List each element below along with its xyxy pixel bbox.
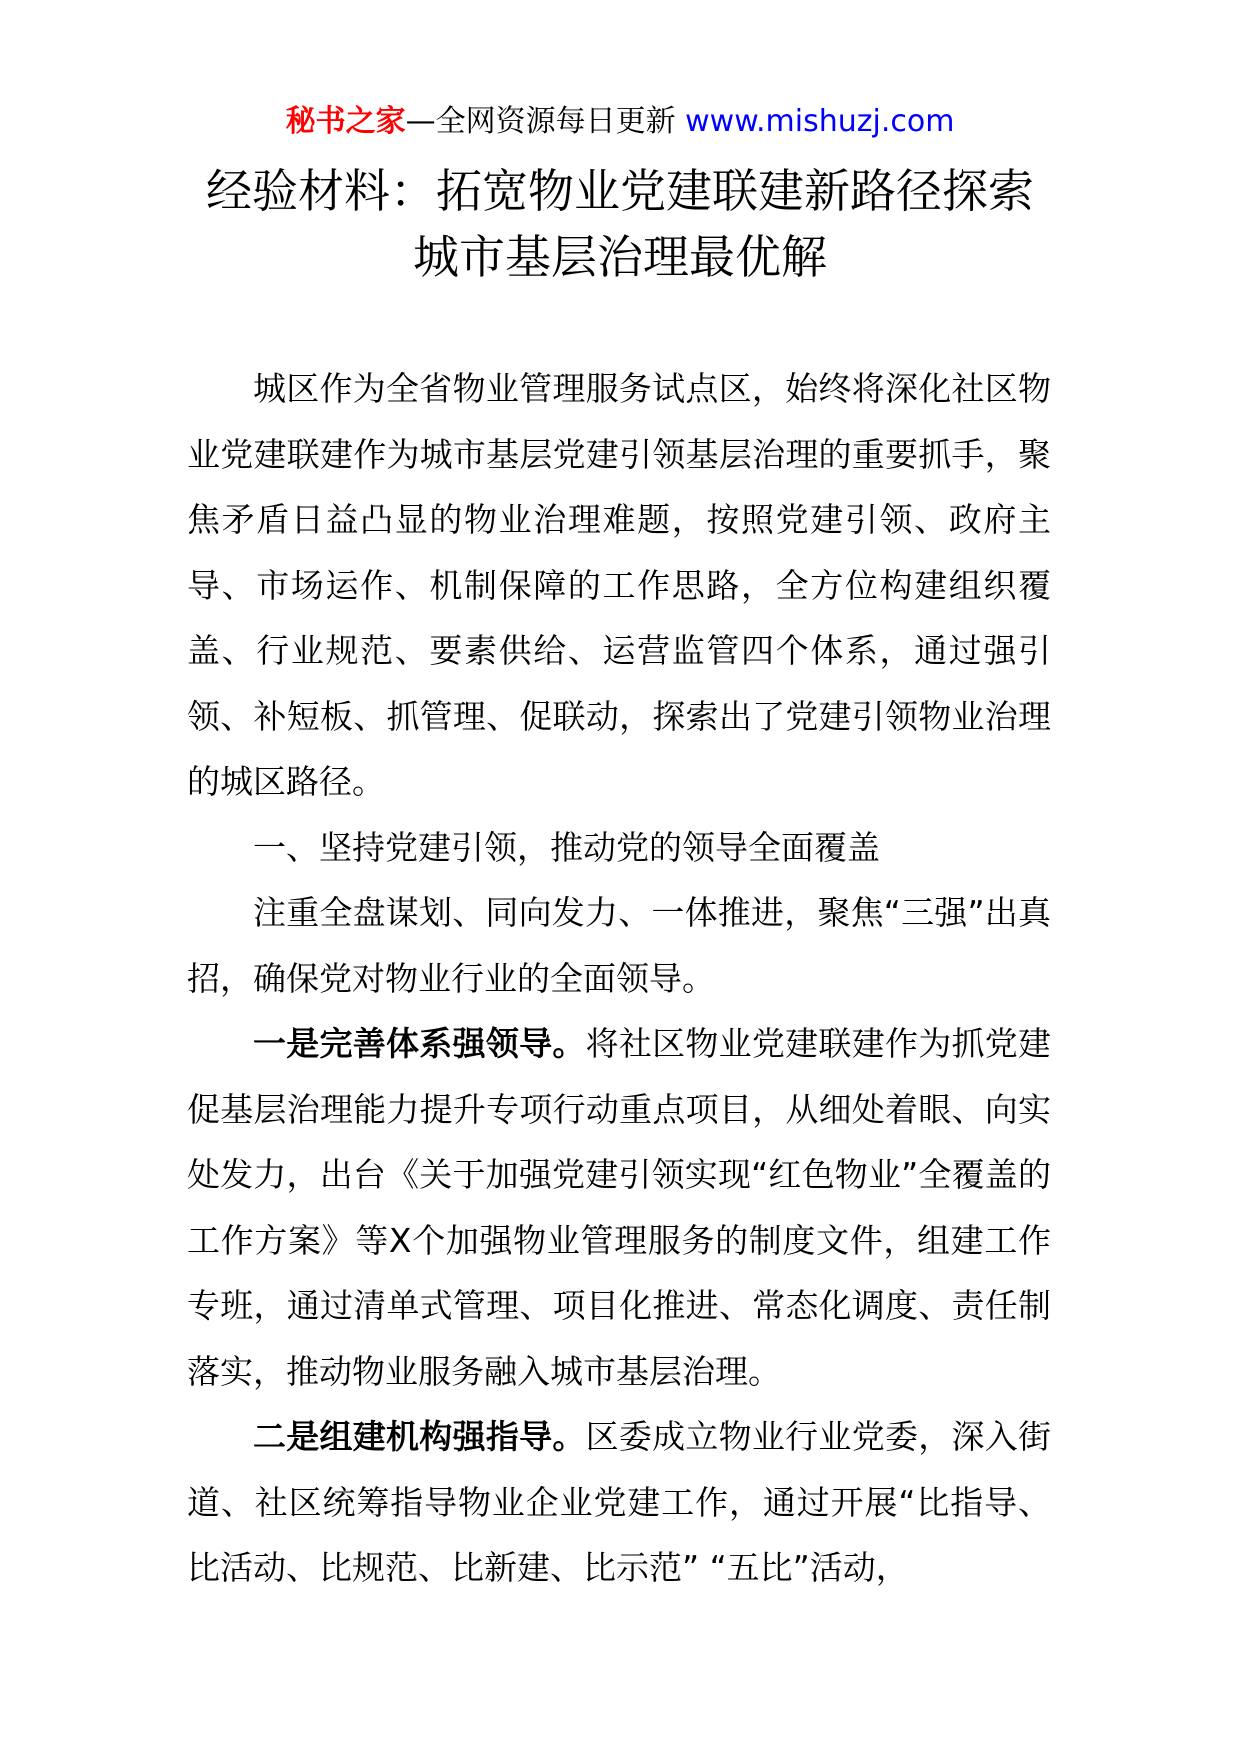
item-2-text: 区委成立物业行业党委，深入街道、社区统筹指导物业企业党建工作，通过开展“比指导、比活动、比规范、比新建、比示范” “五比”活动，: [187, 1417, 1052, 1587]
title-line-1: 经验材料：拓宽物业党建联建新路径探索: [206, 164, 1034, 218]
section-1-heading: 一、坚持党建引领，推动党的领导全面覆盖: [253, 827, 880, 867]
site-tagline: —全网资源每日更新: [405, 104, 686, 139]
item-2-lead: 二是组建机构强指导。: [253, 1417, 586, 1456]
item-1-lead: 一是完善体系强领导。: [253, 1024, 586, 1063]
item-1-paragraph: [187, 1011, 1051, 1404]
document-body: [187, 356, 1051, 1601]
site-header: [0, 100, 1240, 144]
document-title: [0, 158, 1240, 290]
brand-name: 秘书之家: [285, 104, 406, 139]
section-1-intro: 注重全盘谋划、同向发力、一体推进，聚焦“三强”出真招，确保党对物业行业的全面领导。: [187, 893, 1051, 998]
item-2-paragraph: [187, 1404, 1051, 1601]
title-line-2: 城市基层治理最优解: [413, 230, 827, 284]
intro-paragraph: 城区作为全省物业管理服务试点区，始终将深化社区物业党建联建作为城市基层党建引领基层治理的重要抓手，聚焦矛盾日益凸显的物业治理难题，按照党建引领、政府主导、市场运作、机制保障的工作思路，全方位构建组织覆盖、行业规范、要素供给、运营监管四个体系，通过强引领、补短板、抓管理、促联动，探索出了党建引领物业治理的城区路径。: [187, 369, 1051, 801]
site-url-link[interactable]: www.mishuzj.com: [685, 104, 955, 139]
item-1-text: 将社区物业党建联建作为抓党建促基层治理能力提升专项行动重点项目，从细处着眼、向实处发力，出台《关于加强党建引领实现“红色物业”全覆盖的工作方案》等X个加强物业管理服务的制度文件，组建工作专班，通过清单式管理、项目化推进、常态化调度、责任制落实，推动物业服务融入城市基层治理。: [187, 1024, 1052, 1391]
